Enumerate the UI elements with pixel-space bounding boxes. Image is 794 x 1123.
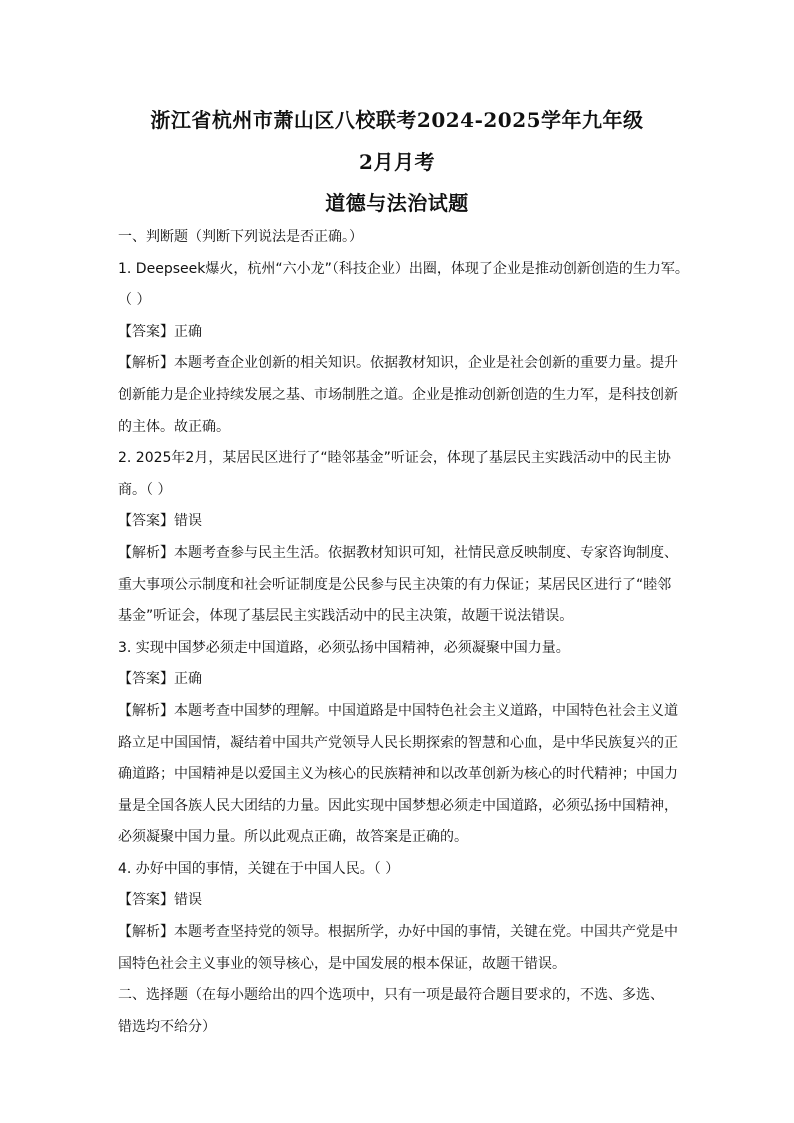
analysis-text: 【解析】本题考查企业创新的相关知识。依据教材知识，企业是社会创新的重要力量。提升	[118, 355, 678, 372]
analysis-text: 创新能力是企业持续发展之基、市场制胜之道。企业是推动创新创造的生力军，是科技创新	[118, 386, 678, 403]
analysis-text: 【解析】本题考查坚持党的领导。根据所学，办好中国的事情，关键在党。中国共产党是中	[118, 924, 678, 941]
analysis-text: 国特色社会主义事业的领导核心，是中国发展的根本保证，故题干错误。	[118, 955, 566, 972]
question-text: 商。（ ）	[118, 481, 172, 498]
section-heading: 错选均不给分）	[118, 1018, 216, 1035]
analysis-text: 基金”听证会，体现了基层民主实践活动中的民主决策，故题干说法错误。	[118, 608, 574, 625]
section-heading: 二、选择题（在每小题给出的四个选项中，只有一项是最符合题目要求的，不选、多选、	[118, 987, 664, 1004]
answer-label: 【答案】正确	[118, 323, 202, 340]
analysis-text: 的主体。故正确。	[118, 418, 230, 435]
document-title-line-2: 2月月考	[359, 150, 435, 174]
answer-label: 【答案】错误	[118, 513, 202, 530]
analysis-text: 【解析】本题考查中国梦的理解。中国道路是中国特色社会主义道路，中国特色社会主义道	[118, 702, 678, 719]
question-text: 3. 实现中国梦必须走中国道路，必须弘扬中国精神，必须凝聚中国力量。	[118, 639, 570, 656]
question-text: 2. 2025年2月，某居民区进行了“睦邻基金”听证会，体现了基层民主实践活动中的民主协	[118, 450, 671, 467]
document-body	[118, 222, 689, 1043]
analysis-text: 【解析】本题考查参与民主生活。依据教材知识可知，社情民意反映制度、专家咨询制度、	[118, 544, 678, 561]
document-title-line-1: 浙江省杭州市萧山区八校联考2024-2025学年九年级	[150, 108, 644, 132]
analysis-text: 重大事项公示制度和社会听证制度是公民参与民主决策的有力保证；某居民区进行了“睦邻	[118, 576, 672, 593]
answer-label: 【答案】正确	[118, 671, 202, 688]
answer-label: 【答案】错误	[118, 892, 202, 909]
question-text: 4. 办好中国的事情，关键在于中国人民。（ ）	[118, 860, 400, 877]
analysis-text: 确道路；中国精神是以爱国主义为核心的民族精神和以改革创新为核心的时代精神；中国力	[118, 766, 678, 783]
answer-blank: （ ）	[118, 292, 151, 309]
question-text: 1. Deepseek爆火，杭州“六小龙”（科技企业）出圈，体现了企业是推动创新创造的生力军。	[118, 260, 689, 277]
analysis-text: 必须凝聚中国力量。所以此观点正确，故答案是正确的。	[118, 829, 468, 846]
analysis-text: 量是全国各族人民大团结的力量。因此实现中国梦想必须走中国道路，必须弘扬中国精神，	[118, 797, 678, 814]
document-title-line-3: 道德与法治试题	[325, 191, 469, 215]
analysis-text: 路立足中国国情，凝结着中国共产党领导人民长期探索的智慧和心血，是中华民族复兴的正	[118, 734, 678, 751]
section-heading: 一、判断题（判断下列说法是否正确。）	[118, 229, 363, 245]
